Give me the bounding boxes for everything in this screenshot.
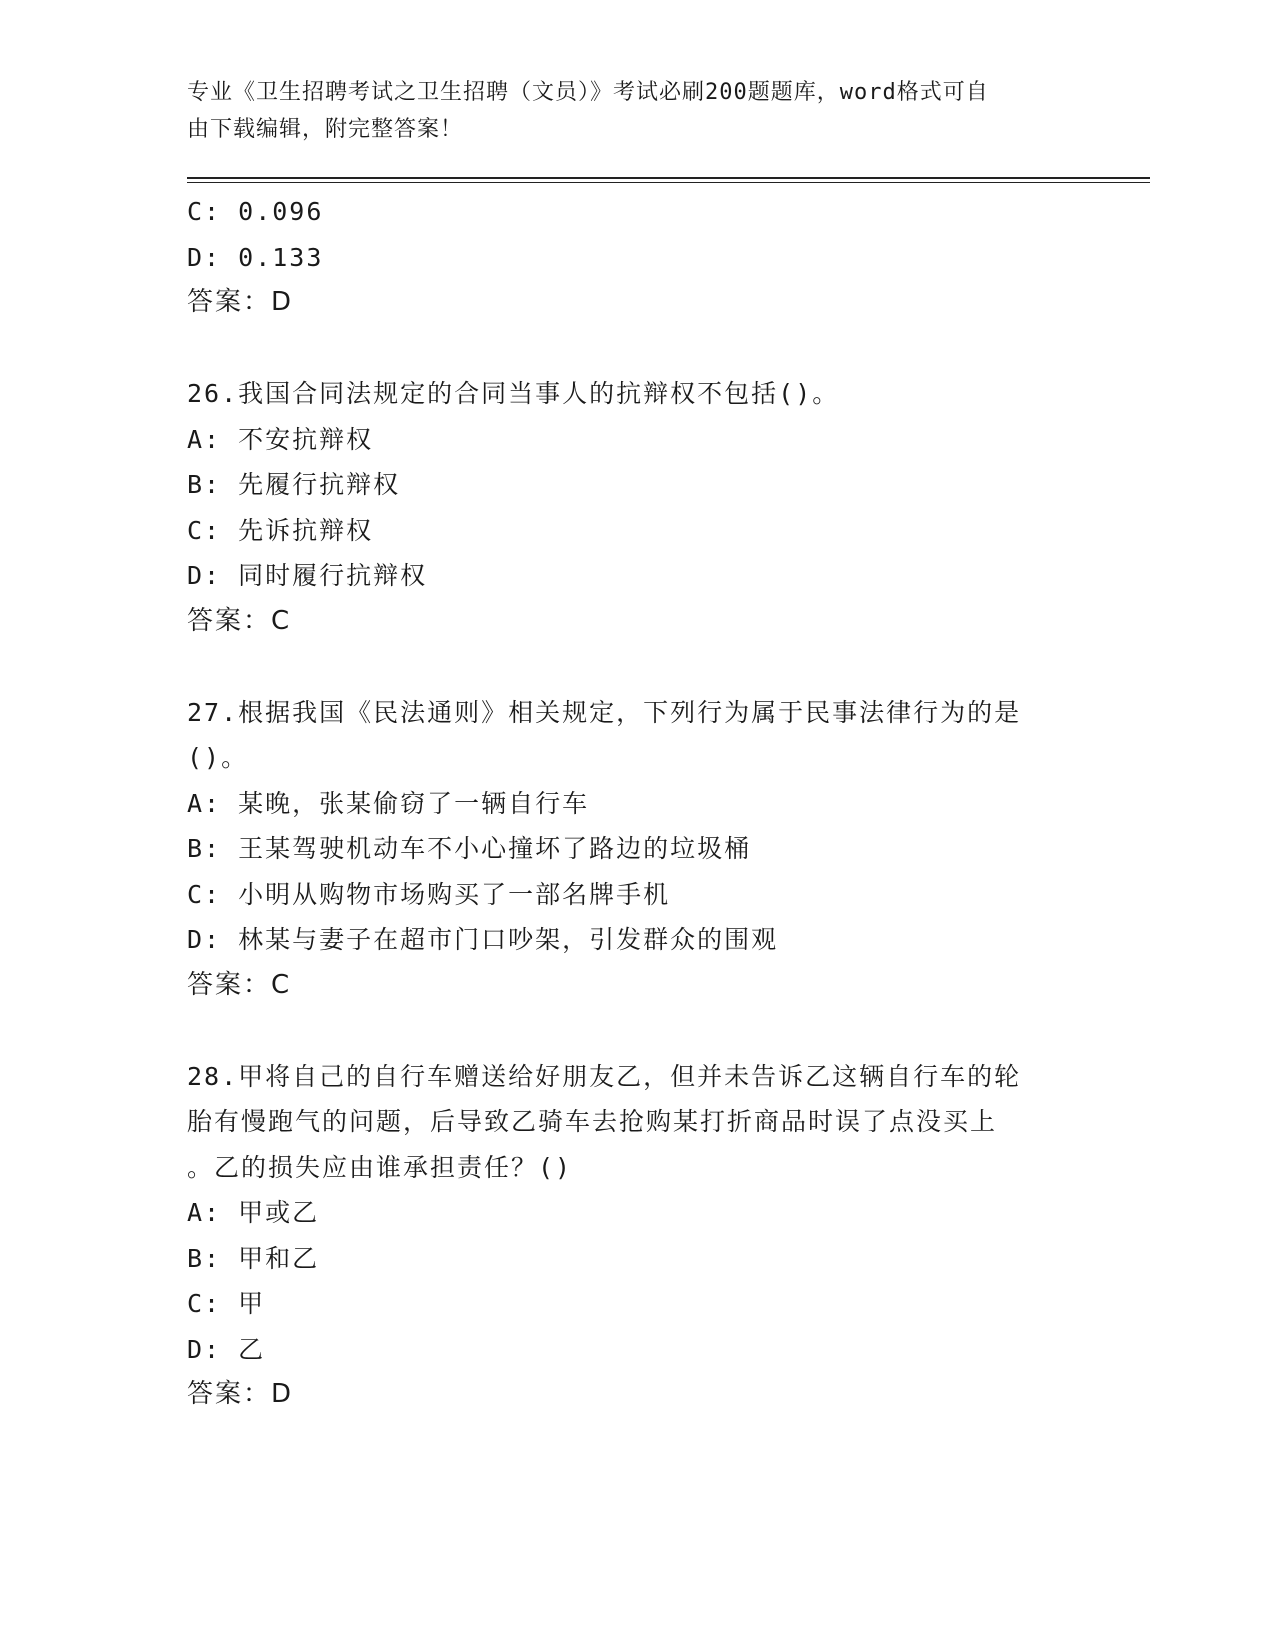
answer-option: D: 林某与妻子在超市门口吵架，引发群众的围观: [187, 925, 779, 954]
answer-option: D: 同时履行抗辩权: [187, 561, 428, 590]
question-spacer: [187, 326, 1087, 372]
question-stem-line: ()。: [187, 743, 249, 772]
answer-key: 答案：C: [187, 605, 292, 636]
header-divider-thick: [187, 177, 1150, 179]
question-stem-line: 27.根据我国《民法通则》相关规定，下列行为属于民事法律行为的是: [187, 697, 1022, 727]
answer-option: C: 小明从购物市场购买了一部名牌手机: [187, 879, 671, 909]
header-divider-thin: [187, 182, 1150, 183]
answer-option: B: 先履行抗辩权: [187, 470, 401, 499]
question-block: [187, 1054, 1087, 1418]
header-line-2: 由下载编辑，附完整答案！: [187, 117, 464, 142]
answer-option: D: 0.133: [187, 242, 324, 272]
answer-option: B: 甲和乙: [187, 1243, 320, 1273]
answer-option: D: 乙: [187, 1334, 266, 1364]
question-stem-line: 胎有慢跑气的问题，后导致乙骑车去抢购某打折商品时误了点没买上: [187, 1107, 998, 1136]
answer-option: C: 0.096: [187, 197, 324, 226]
question-stem-line: 。乙的损失应由谁承担责任？(): [187, 1152, 573, 1182]
header-line-1: 专业《卫生招聘考试之卫生招聘（文员）》考试必刷200题题库，word格式可自: [187, 80, 989, 105]
question-spacer: [187, 1008, 1087, 1054]
answer-option: C: 甲: [187, 1289, 266, 1318]
answer-key: 答案：D: [187, 287, 294, 317]
question-block: [187, 690, 1087, 1054]
answer-option: C: 先诉抗辩权: [187, 515, 374, 545]
answer-option: B: 王某驾驶机动车不小心撞坏了路边的垃圾桶: [187, 834, 752, 863]
question-list: [187, 189, 1087, 1418]
document-header: [187, 74, 1067, 148]
answer-option: A: 某晚，张某偷窃了一辆自行车: [187, 788, 590, 818]
question-stem-line: 28.甲将自己的自行车赠送给好朋友乙，但并未告诉乙这辆自行车的轮: [187, 1061, 1022, 1091]
answer-key: 答案：D: [187, 1379, 294, 1409]
answer-option: A: 甲或乙: [187, 1198, 320, 1227]
question-block: [187, 189, 1087, 371]
question-spacer: [187, 644, 1087, 690]
answer-option: A: 不安抗辩权: [187, 424, 374, 454]
answer-key: 答案：C: [187, 969, 292, 1000]
question-block: [187, 371, 1087, 690]
question-stem-line: 26.我国合同法规定的合同当事人的抗辩权不包括()。: [187, 379, 840, 408]
